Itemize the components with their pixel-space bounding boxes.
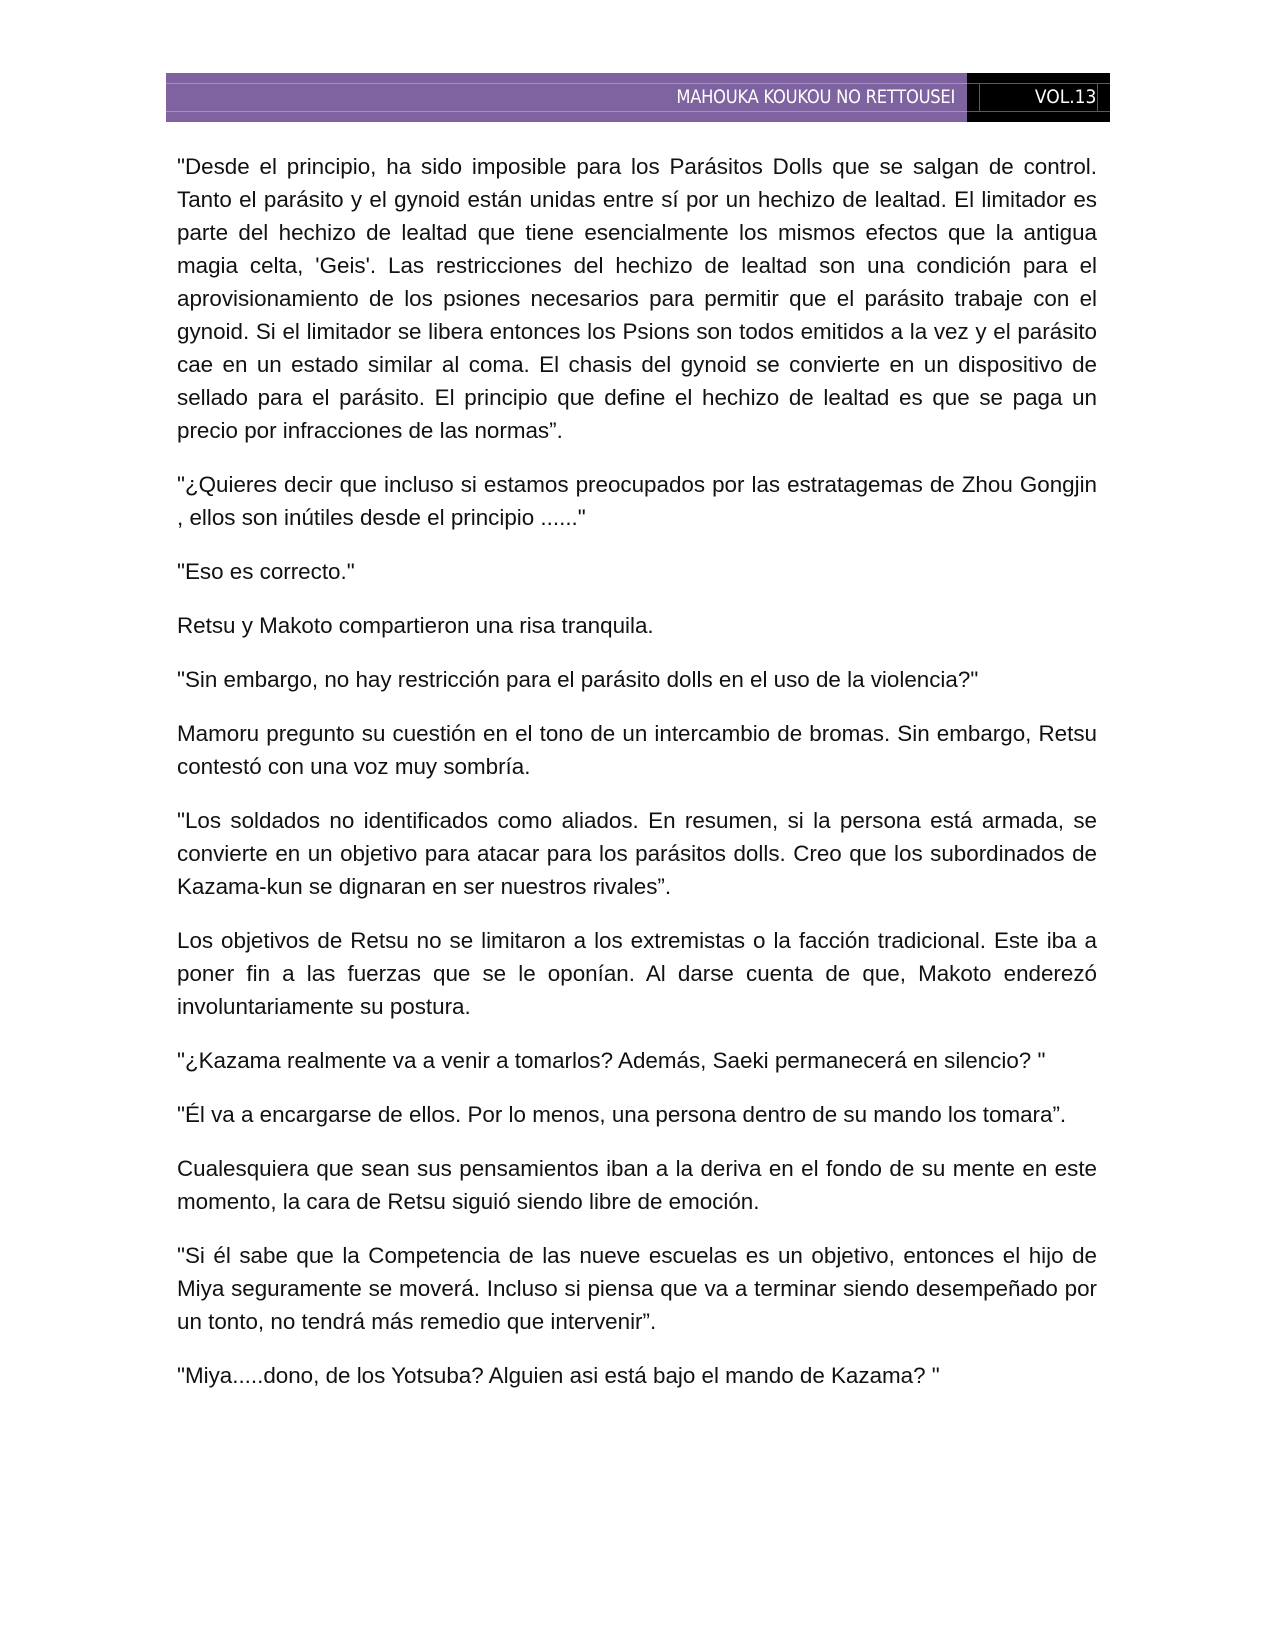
page-header <box>166 73 1110 122</box>
paragraph: "Desde el principio, ha sido imposible para los Parásitos Dolls que se salgan de control. Tanto el parásito y el gynoid están unidas entre sí por un hechizo de lealtad. El limitador es parte del hechizo de lealtad que tiene esencialmente los mismos efectos que la antigua magia celta, 'Geis'. Las restricciones del hechizo de lealtad son una condición para el aprovisionamiento de los psiones necesarios para permitir que el parásito trabaje con el gynoid. Si el limitador se libera entonces los Psions son todos emitidos a la vez y el parásito cae en un estado similar al coma. El chasis del gynoid se convierte en un dispositivo de sellado para el parásito. El principio que define el hechizo de lealtad es que se paga un precio por infracciones de las normas”. <box>177 154 1097 443</box>
volume-rule-bottom <box>967 111 1110 112</box>
paragraph: "Sin embargo, no hay restricción para el parásito dolls en el uso de la violencia?" <box>177 667 979 692</box>
paragraph: Cualesquiera que sean sus pensamientos iban a la deriva en el fondo de su mente en este momento, la cara de Retsu siguió siendo libre de emoción. <box>177 1156 1097 1214</box>
header-rule-bottom <box>166 111 967 112</box>
header-volume-box <box>967 73 1110 122</box>
header-title-band <box>166 73 967 122</box>
paragraph: "Él va a encargarse de ellos. Por lo menos, una persona dentro de su mando los tomara”. <box>177 1102 1067 1127</box>
volume-divider-left <box>979 83 980 111</box>
volume-divider-right <box>1097 83 1098 111</box>
paragraph: "Eso es correcto." <box>177 559 355 584</box>
document-body <box>177 150 1097 1413</box>
paragraph: Los objetivos de Retsu no se limitaron a los extremistas o la facción tradicional. Este iba a poner fin a las fuerzas que se le oponían. Al darse cuenta de que, Makoto enderezó involuntariamente su postura. <box>177 928 1097 1019</box>
paragraph: "Miya.....dono, de los Yotsuba? Alguien asi está bajo el mando de Kazama? " <box>177 1363 940 1388</box>
paragraph: "Si él sabe que la Competencia de las nueve escuelas es un objetivo, entonces el hijo de Miya seguramente se moverá. Incluso si piensa que va a terminar siendo desempeñado por un tonto, no tendrá más remedio que intervenir”. <box>177 1243 1097 1334</box>
paragraph: "Los soldados no identificados como aliados. En resumen, si la persona está armada, se convierte en un objetivo para atacar para los parásitos dolls. Creo que los subordinados de Kazama-kun se dignaran en ser nuestros rivales”. <box>177 808 1097 899</box>
book-title: MAHOUKA KOUKOU NO RETTOUSEI <box>676 86 955 108</box>
paragraph: "¿Quieres decir que incluso si estamos preocupados por las estratagemas de Zhou Gongjin , ellos son inútiles desde el principio ......" <box>177 472 1097 530</box>
paragraph: Mamoru pregunto su cuestión en el tono de un intercambio de bromas. Sin embargo, Retsu contestó con una voz muy sombría. <box>177 721 1097 779</box>
paragraph: Retsu y Makoto compartieron una risa tranquila. <box>177 613 654 638</box>
paragraph: "¿Kazama realmente va a venir a tomarlos? Además, Saeki permanecerá en silencio? " <box>177 1048 1046 1073</box>
volume-label: VOL.13 <box>1034 86 1096 108</box>
